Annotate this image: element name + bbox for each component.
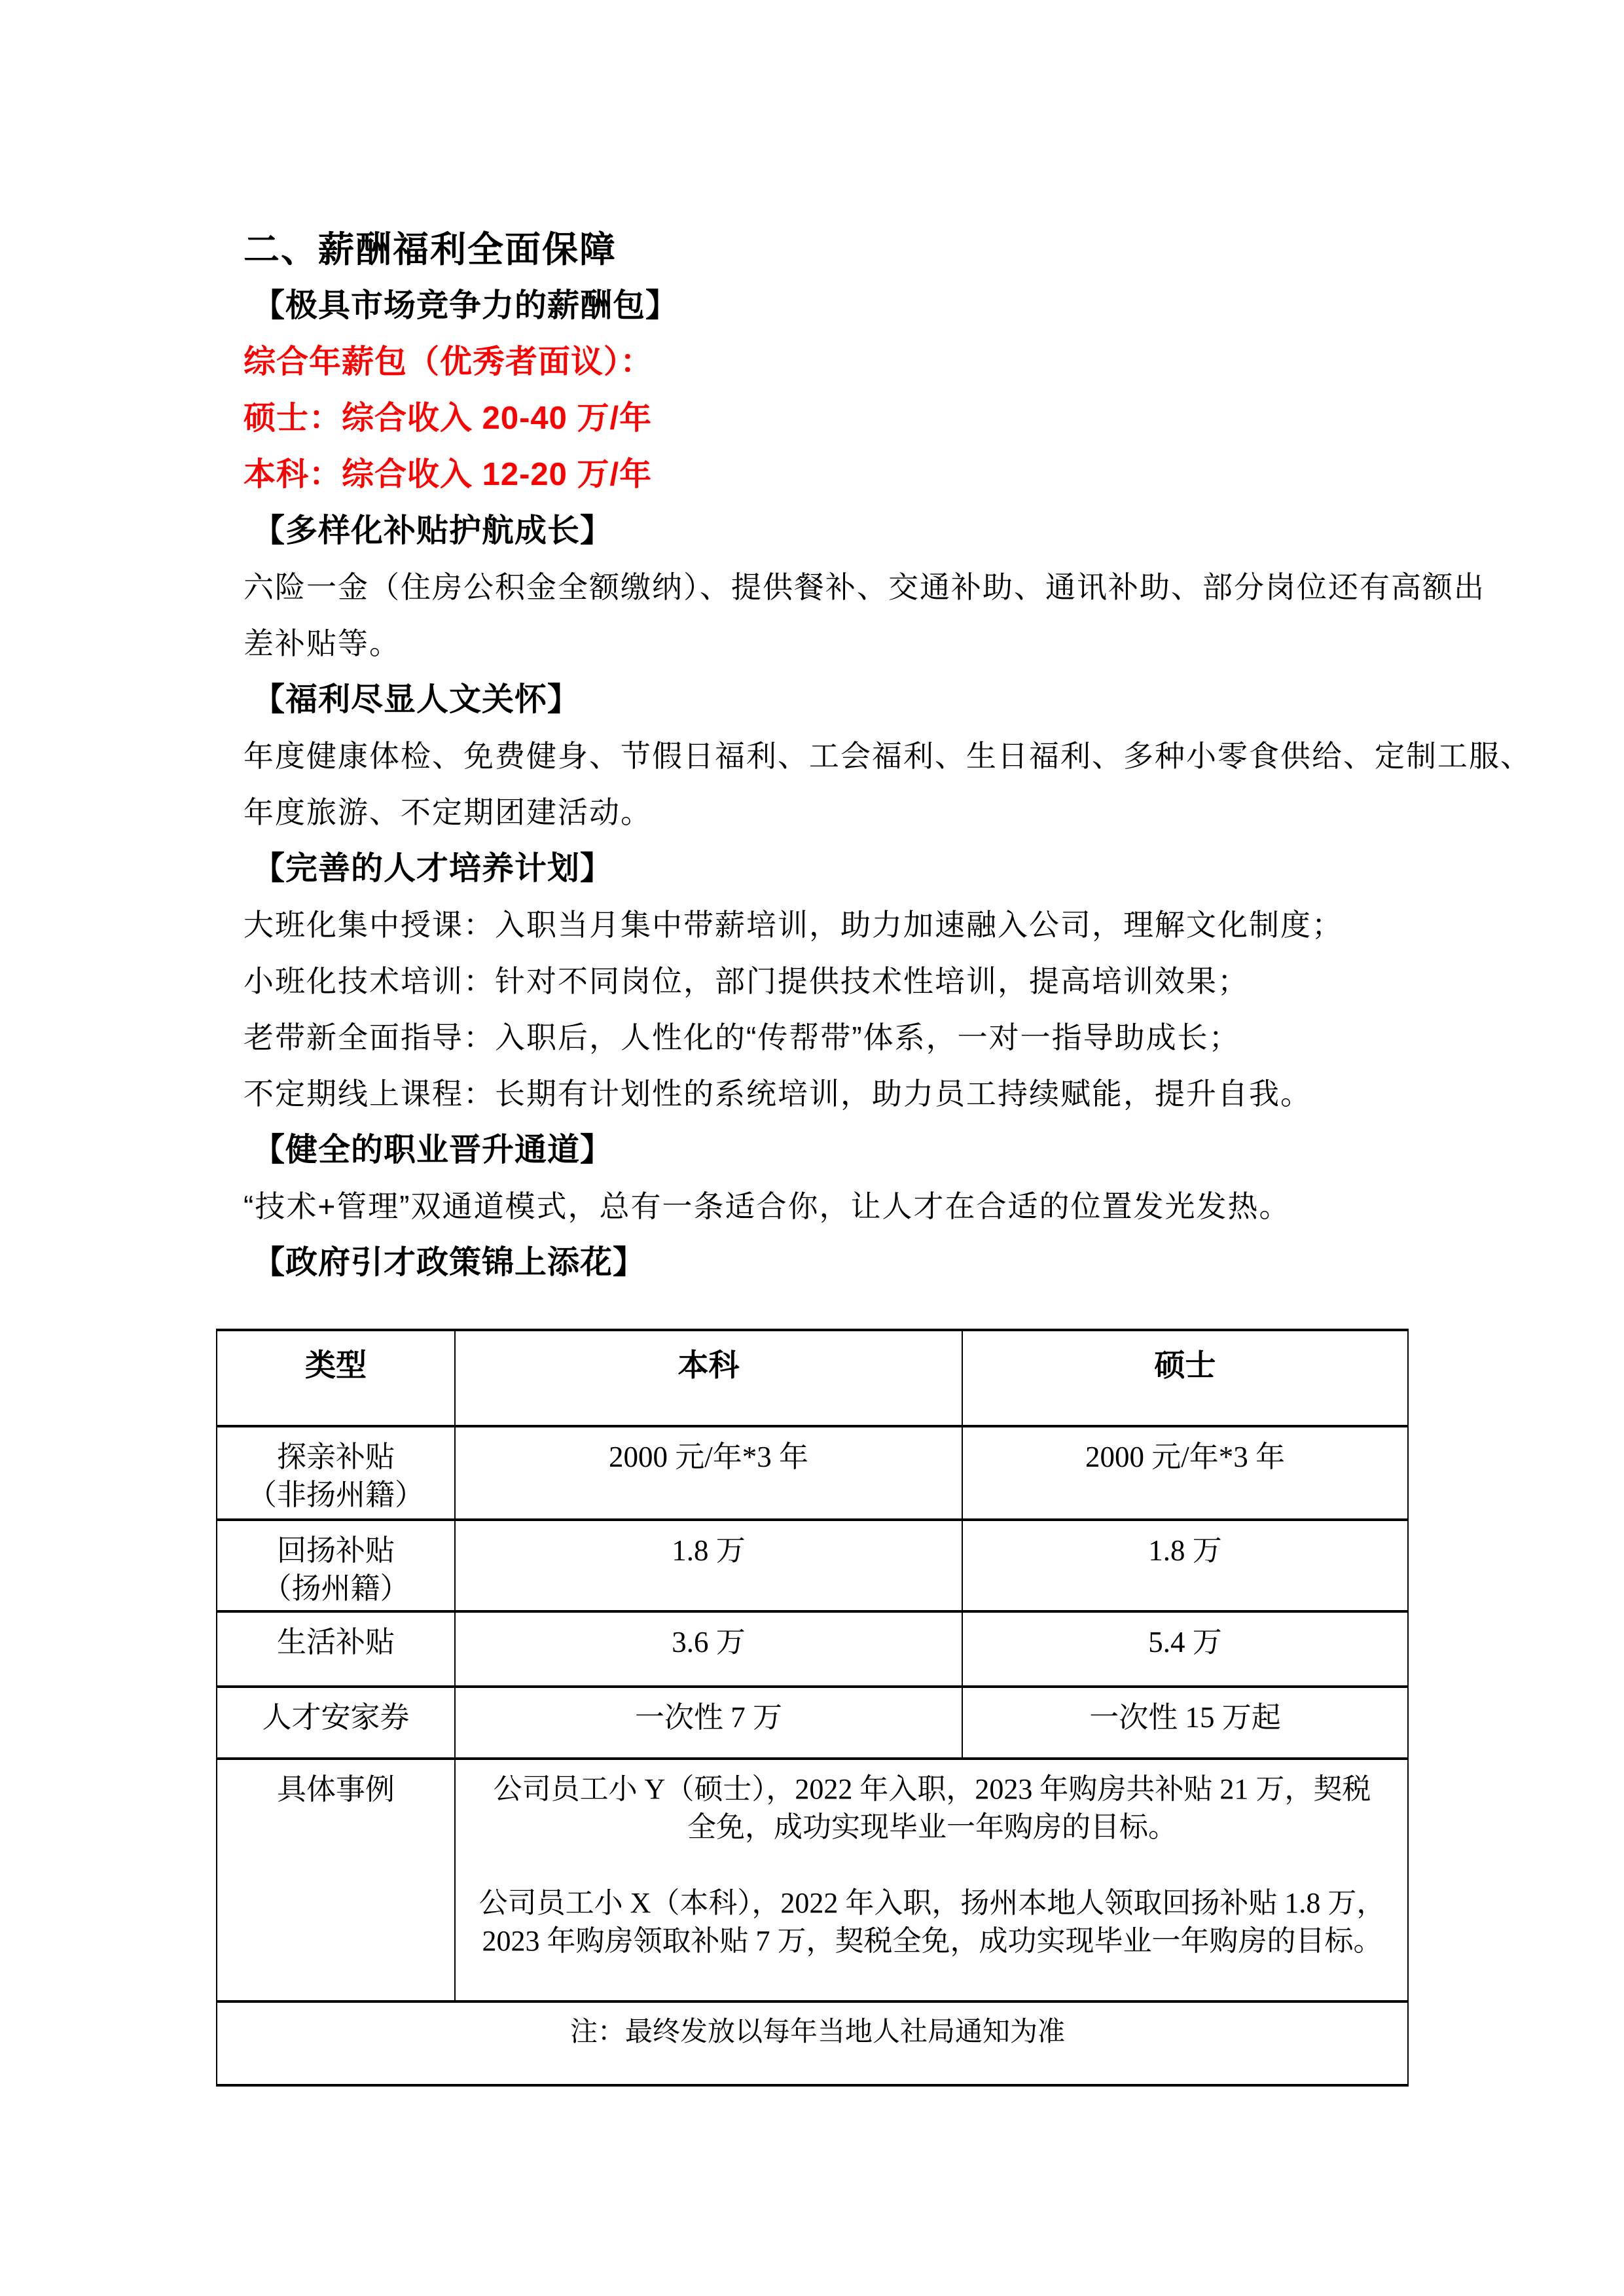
row-label xyxy=(217,1426,455,1520)
document-body xyxy=(0,221,1624,1291)
table-header-bachelor: 本科 xyxy=(455,1330,962,1426)
benefits-table xyxy=(216,1329,1409,2087)
section-heading-welfare: 【福利尽显人文关怀】 xyxy=(253,682,581,717)
table-header-type: 类型 xyxy=(217,1330,455,1426)
body-text-line: 老带新全面指导：入职后，人性化的“传帮带”体系，一对一指导助成长； xyxy=(244,1020,1240,1054)
body-text-line: 大班化集中授课：入职当月集中带薪培训，助力加速融入公司，理解文化制度； xyxy=(244,908,1343,942)
section-heading-training: 【完善的人才培养计划】 xyxy=(253,851,613,886)
table-note-row xyxy=(217,2001,1408,2085)
doc-title: 二、薪酬福利全面保障 xyxy=(244,229,617,270)
case-text-line: 公司员工小 Y（硕士），2022 年入职，2023 年购房共补贴 21 万，契税 xyxy=(493,1773,1371,1805)
case-examples-cell xyxy=(455,1759,1408,2001)
salary-master-line: 硕士：综合收入 20-40 万/年 xyxy=(244,401,653,436)
salary-bachelor-line: 本科：综合收入 12-20 万/年 xyxy=(244,457,653,492)
table-row-case-examples xyxy=(217,1759,1408,2001)
body-text-line: 不定期线上课程：长期有计划性的系统培训，助力员工持续赋能，提升自我。 xyxy=(244,1077,1312,1111)
table-header-row xyxy=(217,1330,1408,1426)
row-label xyxy=(217,1520,455,1611)
case-examples-label: 具体事例 xyxy=(217,1759,455,2001)
body-text-line: 差补贴等。 xyxy=(244,626,401,660)
salary-highlight-line: 综合年薪包（优秀者面议）： xyxy=(244,344,653,380)
master-value: 5.4 万 xyxy=(962,1611,1408,1687)
case-paragraph-gap xyxy=(474,1846,1390,1884)
row-label-line: 回扬补贴 xyxy=(276,1534,395,1567)
body-text-line: 小班化技术培训：针对不同岗位，部门提供技术性培训，提高培训效果； xyxy=(244,964,1249,998)
body-text-line: 年度健康体检、免费健身、节假日福利、工会福利、生日福利、多种小零食供给、定制工服、 xyxy=(244,739,1532,773)
body-text-line: “技术+管理”双通道模式，总有一条适合你，让人才在合适的位置发光发热。 xyxy=(244,1189,1291,1223)
case-text-line: 2023 年购房领取补贴 7 万，契税全免，成功实现毕业一年购房的目标。 xyxy=(482,1925,1382,1957)
row-label xyxy=(217,1611,455,1687)
master-value: 一次性 15 万起 xyxy=(962,1687,1408,1759)
master-value: 1.8 万 xyxy=(962,1520,1408,1611)
row-label-line: （扬州籍） xyxy=(262,1572,410,1605)
table-row-settling-voucher xyxy=(217,1687,1408,1759)
section-heading-policy: 【政府引才政策锦上添花】 xyxy=(253,1245,646,1280)
table-row-return-subsidy xyxy=(217,1520,1408,1611)
section-heading-promotion: 【健全的职业晋升通道】 xyxy=(253,1132,613,1168)
bachelor-value: 一次性 7 万 xyxy=(455,1687,962,1759)
section-heading-subsidy: 【多样化补贴护航成长】 xyxy=(253,513,613,548)
case-text-line: 公司员工小 X（本科），2022 年入职，扬州本地人领取回扬补贴 1.8 万， xyxy=(478,1887,1386,1919)
body-text-line: 年度旅游、不定期团建活动。 xyxy=(244,795,652,829)
bachelor-value: 2000 元/年*3 年 xyxy=(455,1426,962,1520)
case-text-line: 全免，成功实现毕业一年购房的目标。 xyxy=(687,1811,1177,1843)
bachelor-value: 1.8 万 xyxy=(455,1520,962,1611)
table-header-master: 硕士 xyxy=(962,1330,1408,1426)
table-note: 注：最终发放以每年当地人社局通知为准 xyxy=(217,2001,1408,2085)
body-text-line: 六险一金（住房公积金全额缴纳）、提供餐补、交通补助、通讯补助、部分岗位还有高额出 xyxy=(244,570,1485,604)
bachelor-value: 3.6 万 xyxy=(455,1611,962,1687)
table-row-visit-subsidy xyxy=(217,1426,1408,1520)
row-label-line: 生活补贴 xyxy=(276,1626,395,1659)
master-value: 2000 元/年*3 年 xyxy=(962,1426,1408,1520)
row-label-line: 探亲补贴 xyxy=(276,1441,395,1473)
table-row-living-subsidy xyxy=(217,1611,1408,1687)
row-label-line: 人才安家券 xyxy=(262,1701,410,1734)
row-label-line: （非扬州籍） xyxy=(247,1479,424,1511)
section-heading-salary: 【极具市场竞争力的薪酬包】 xyxy=(253,288,679,323)
row-label xyxy=(217,1687,455,1759)
